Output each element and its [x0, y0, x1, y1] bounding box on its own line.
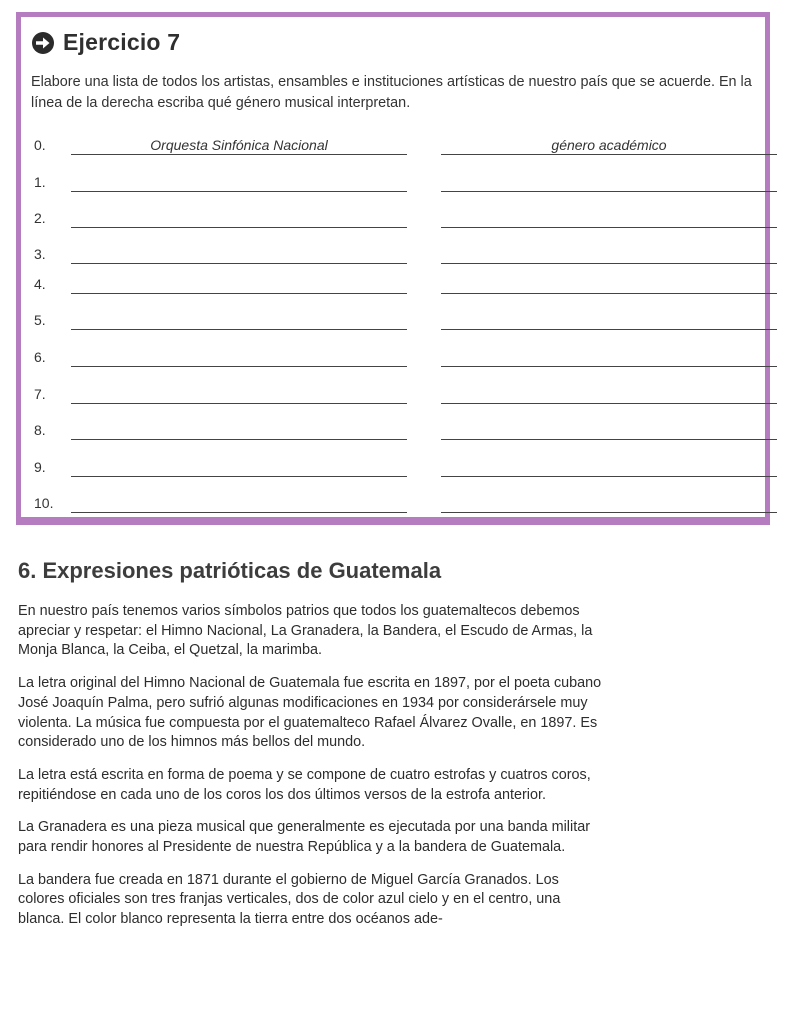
artist-answer-line[interactable] [71, 173, 407, 192]
body-paragraph: La letra está escrita en forma de poema y se compone de cuatro estrofas y cuatros coros, repitiéndose en cada uno de los coros los dos últimos versos de la estrofa anterior. [18, 766, 591, 803]
body-paragraph: La letra original del Himno Nacional de Guatemala fue escrita en 1897, por el poeta cubano José Joaquín Palma, pero sufrió algunas modificaciones en 1934 por considerársele muy violenta. La música fue compuesta por el guatemalteco Rafael Álvarez Ovalle, en 1897. Es considerado uno de los himnos más bellos del mundo. [18, 675, 602, 751]
artist-answer-line[interactable] [71, 458, 407, 477]
artist-answer-line[interactable] [71, 494, 407, 513]
artist-answer-line[interactable]: Orquesta Sinfónica Nacional [71, 136, 407, 155]
answer-row [31, 347, 761, 367]
genre-answer-line[interactable] [441, 421, 777, 440]
artist-answer-line[interactable] [71, 311, 407, 330]
answer-row [31, 493, 761, 513]
row-number: 4. [34, 276, 46, 292]
row-number: 8. [34, 422, 46, 438]
answer-row [31, 420, 761, 440]
genre-answer-line[interactable] [441, 275, 777, 294]
section-title: 6. Expresiones patrióticas de Guatemala [18, 558, 442, 583]
artist-answer-line[interactable] [71, 245, 407, 264]
answer-row [31, 274, 761, 294]
genre-answer-line[interactable]: género académico [441, 136, 777, 155]
body-paragraph: En nuestro país tenemos varios símbolos patrios que todos los guatemaltecos debemos apreciar y respetar: el Himno Nacional, La Granadera, la Bandera, el Escudo de Armas, la Monja Blanca, la Ceiba, el Quetzal, la marimba. [18, 603, 593, 659]
body-paragraph: La Granadera es una pieza musical que generalmente es ejecutada por una banda militar para rendir honores al Presidente de nuestra República y a la bandera de Guatemala. [18, 819, 590, 856]
genre-answer-line[interactable] [441, 245, 777, 264]
answer-row [31, 172, 761, 192]
genre-answer-line[interactable] [441, 311, 777, 330]
artist-answer-line[interactable] [71, 348, 407, 367]
row-number: 1. [34, 174, 46, 190]
genre-answer-line[interactable] [441, 458, 777, 477]
genre-answer-line[interactable] [441, 494, 777, 513]
row-number: 10. [34, 495, 54, 511]
row-number: 6. [34, 349, 46, 365]
answer-row [31, 310, 761, 330]
genre-answer-line[interactable] [441, 209, 777, 228]
exercise-instructions: Elabore una lista de todos los artistas, ensambles e instituciones artísticas de nuestro país que se acuerde. En la línea de la derecha escriba qué género musical interpretan. [31, 74, 752, 111]
exercise-title: Ejercicio 7 [63, 29, 181, 55]
row-number: 3. [34, 246, 46, 262]
genre-answer-line[interactable] [441, 385, 777, 404]
row-number: 9. [34, 459, 46, 475]
answer-row [31, 135, 761, 155]
row-number: 0. [34, 137, 46, 153]
row-number: 2. [34, 210, 46, 226]
artist-answer-line[interactable] [71, 421, 407, 440]
genre-answer-line[interactable] [441, 173, 777, 192]
artist-answer-line[interactable] [71, 385, 407, 404]
row-number: 5. [34, 312, 46, 328]
exercise-box [16, 12, 770, 525]
genre-answer-line[interactable] [441, 348, 777, 367]
answer-row [31, 384, 761, 404]
exercise-answer-list [31, 17, 761, 517]
artist-answer-line[interactable] [71, 209, 407, 228]
row-number: 7. [34, 386, 46, 402]
answer-row [31, 208, 761, 228]
body-paragraph: La bandera fue creada en 1871 durante el gobierno de Miguel García Granados. Los colores oficiales son tres franjas verticales, dos de color azul cielo y en el centro, una blanca. El color blanco representa la tierra entre dos océanos ade- [18, 871, 561, 928]
section-body [18, 602, 604, 943]
answer-row [31, 457, 761, 477]
answer-row [31, 244, 761, 264]
artist-answer-line[interactable] [71, 275, 407, 294]
